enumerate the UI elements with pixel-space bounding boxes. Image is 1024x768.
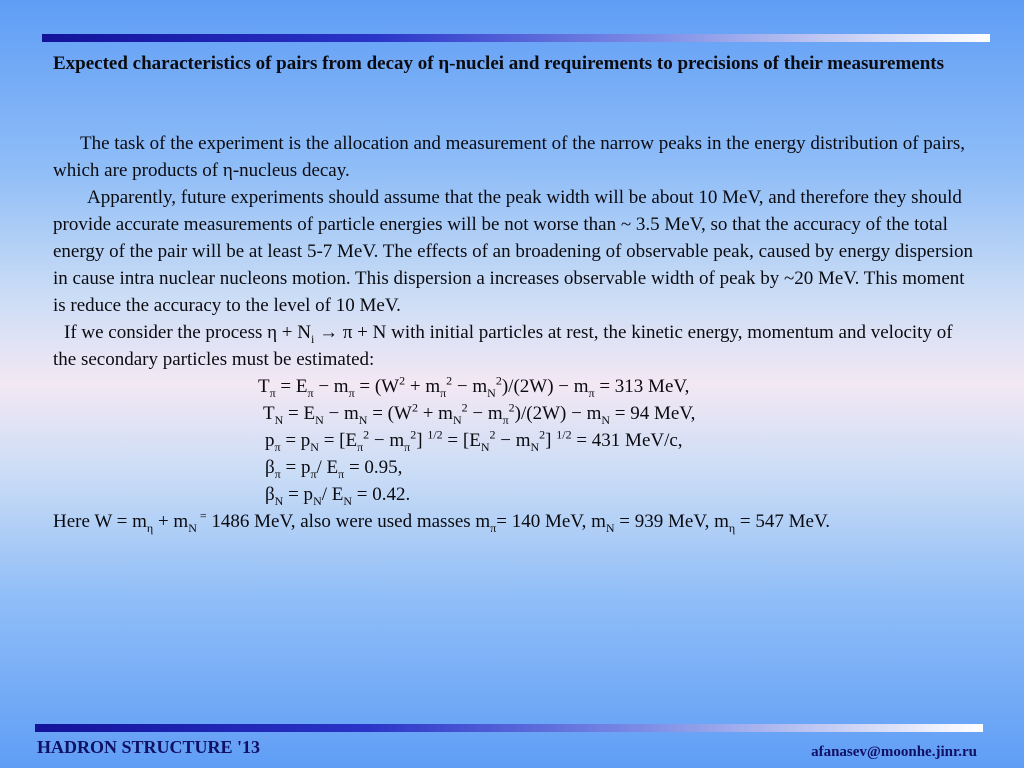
bottom-accent-bar: [35, 724, 983, 732]
paragraph-task: The task of the experiment is the allocation and measurement of the narrow peaks in the energy distribution of pairs, which are products of η-nucleus decay.: [53, 133, 965, 181]
equation-momentum: $p_\pi = p_N = [E_\pi^2 - m_\pi^2] ^{1/2} = [E_N^2 - m_N^2] ^{1/2} = 431$ MeV/c,: [265, 427, 683, 454]
paragraph-masses: Here $W = m_\eta + m_N$ = 1486 MeV, also were used masses $m_\pi= 140$ MeV, $m_N = 939$ MeV, $m_\eta = 547$ MeV.: [53, 508, 830, 535]
equation-velocity-pion: $\beta_\pi = p_\pi/$ $E_\pi = 0.95$,: [265, 457, 403, 481]
equation-kinetic-pion: $T_\pi = E_\pi - m_\pi = (W^2 + m_\pi^2 - m_N^2)/(2W) - m_\pi = 313$ MeV,: [258, 373, 690, 400]
slide-title: Expected characteristics of pairs from decay of η-nuclei and requirements to precisions of their measurements: [53, 53, 944, 74]
equations-block: [53, 373, 973, 508]
footer-conference-name: HADRON STRUCTURE '13: [37, 737, 261, 757]
paragraph-process: If we consider the process $\eta + N_i \to \pi + N$ with initial particles at rest, the kinetic energy, momentum and velocity of the secondary particles must be estimated:: [53, 322, 953, 370]
slide-body: [53, 130, 973, 535]
equation-kinetic-nucleon: $T_N = E_N - m_N = (W^2 + m_N^2 - m_\pi^2)/(2W) - m_N = 94$ MeV,: [263, 400, 696, 427]
equation-velocity-nucleon: $\beta_N = p_N/$ $E_N = 0.42$.: [265, 484, 411, 508]
top-accent-bar: [42, 34, 990, 42]
paragraph-apparently: Apparently, future experiments should assume that the peak width will be about 10 MeV, and therefore they should provide accurate measurements of particle energies will be not worse than ~ 3.5 MeV, so that the accuracy of the total energy of the pair will be at least 5-7 MeV. The effects of an broadening of observable peak, caused by energy dispersion in cause intra nuclear nucleons motion. This dispersion a increases observable width of peak by ~20 MeV. This moment is reduce the accuracy to the level of 10 MeV.: [53, 187, 973, 316]
footer-email[interactable]: afanasev@moonhe.jinr.ru: [811, 744, 977, 760]
